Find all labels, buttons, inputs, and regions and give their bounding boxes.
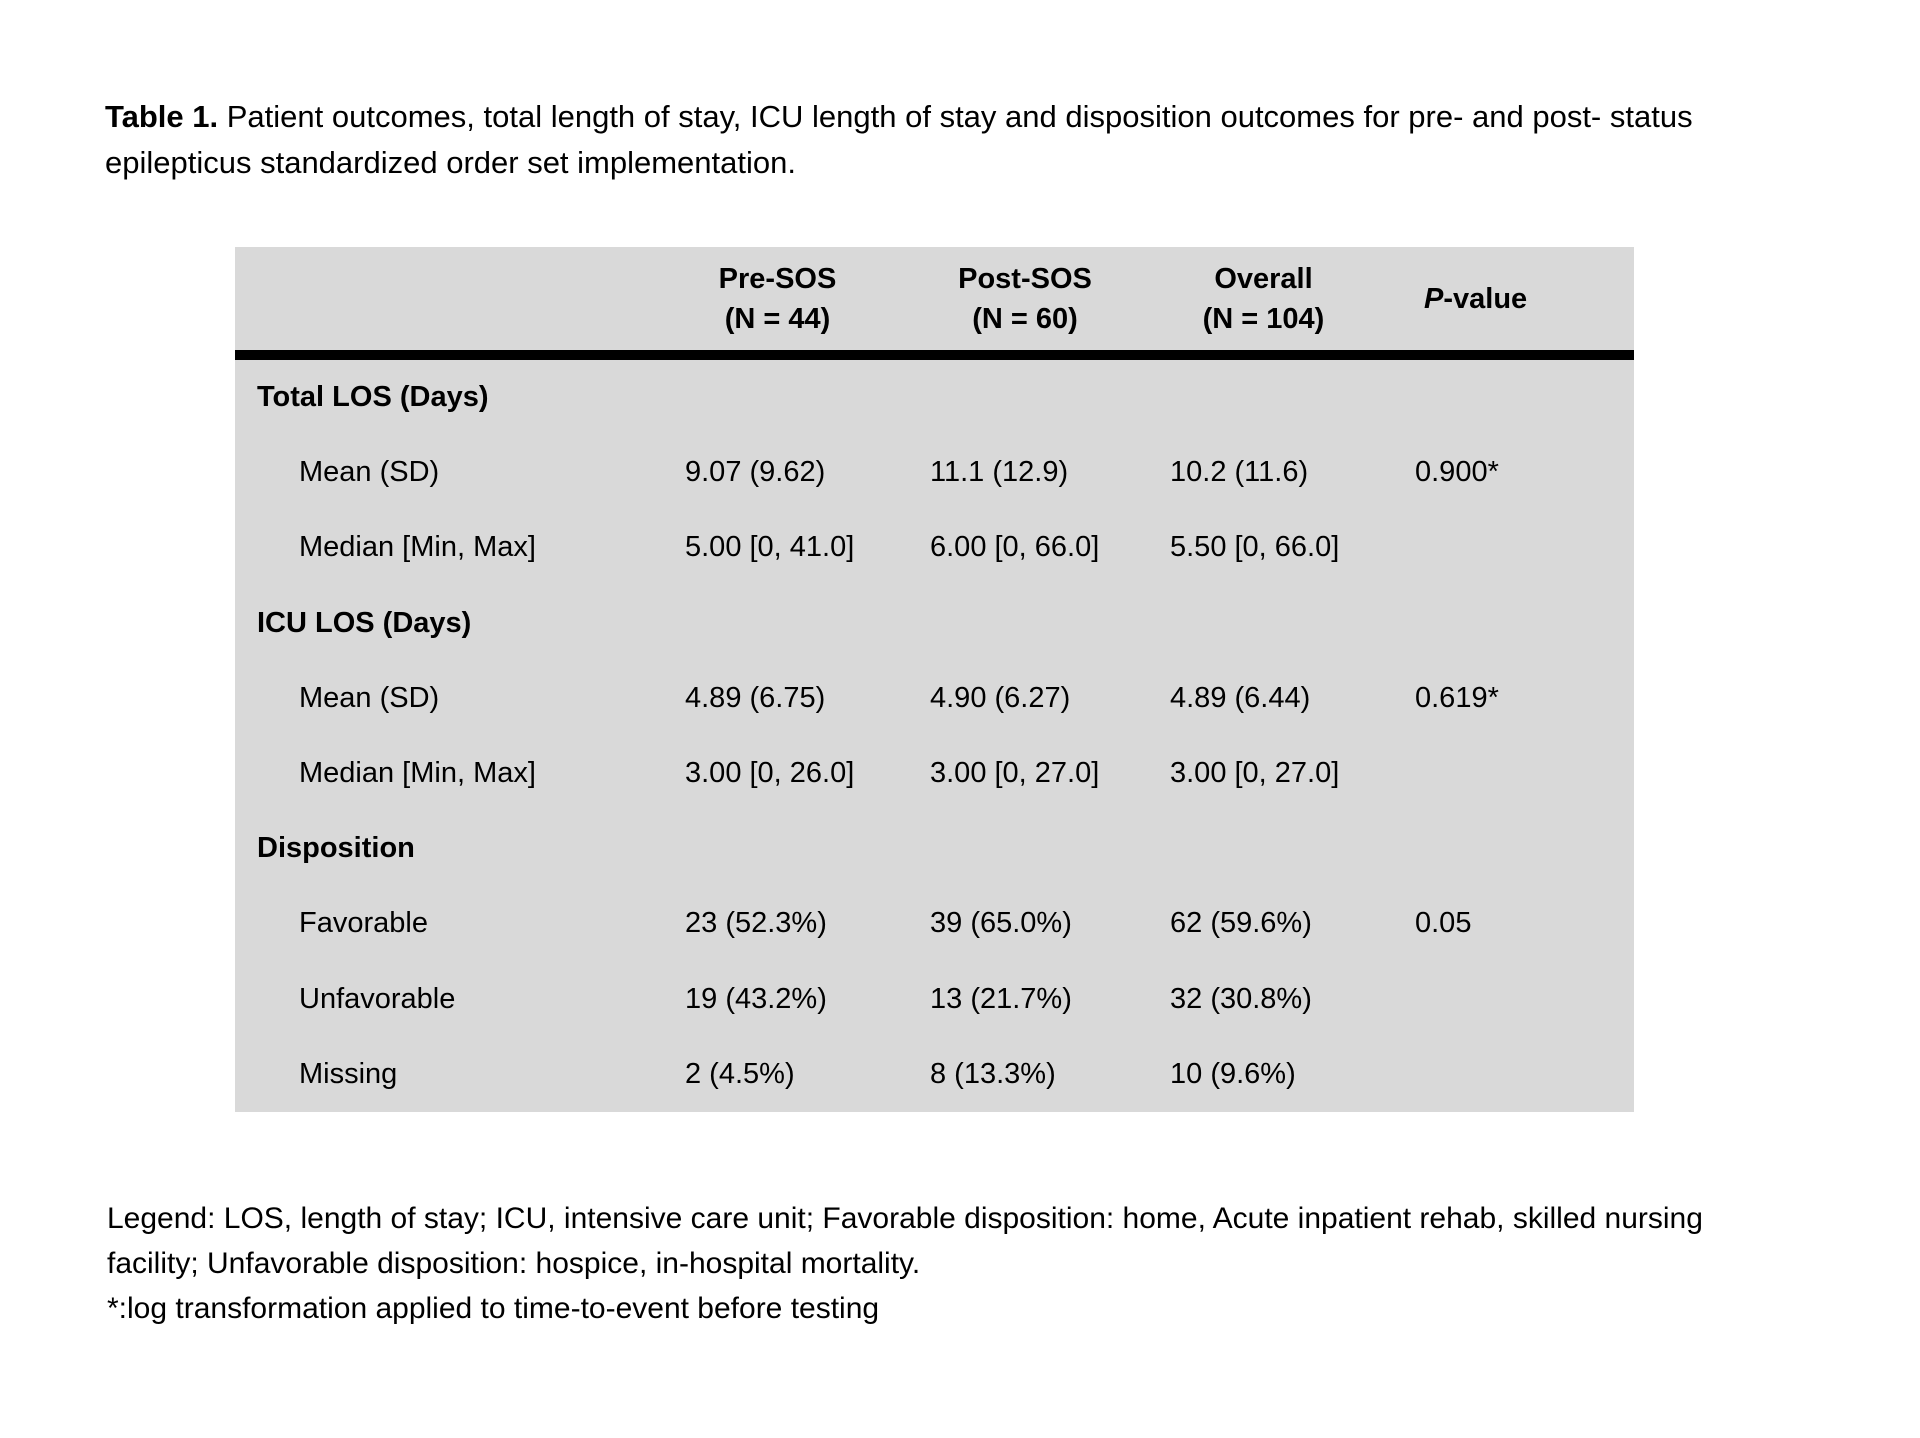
cell-pre-sos: 23 (52.3%) [685,907,827,940]
header-p-rest: -value [1443,282,1528,315]
cell-p-value: 0.900* [1415,456,1499,489]
cell-pre-sos: 3.00 [0, 26.0] [685,757,855,790]
table-caption-text: Patient outcomes, total length of stay, ICU length of stay and disposition outcomes for pre- and post- status epilepticus standardized order set implementation. [105,99,1693,180]
cell-post-sos: 39 (65.0%) [930,907,1072,940]
header-pre-sos-label: Pre-SOS [718,262,837,295]
table-row [235,962,1634,1037]
header-p-value [1415,247,1634,350]
cell-overall: 10 (9.6%) [1170,1057,1296,1090]
header-post-sos [930,247,1170,350]
header-rule [235,350,1634,360]
cell-overall: 32 (30.8%) [1170,982,1312,1015]
header-post-sos-n: (N = 60) [972,302,1078,335]
legend-footnote: *:log transformation applied to time-to-event before testing [107,1292,880,1325]
row-label: Mean (SD) [299,456,440,489]
table-header-row [235,247,1634,350]
header-overall-label: Overall [1214,262,1313,295]
row-label: Median [Min, Max] [299,531,536,564]
row-label: Median [Min, Max] [299,757,536,790]
legend-paragraph: Legend: LOS, length of stay; ICU, intensive care unit; Favorable disposition: home, Acute inpatient rehab, skilled nursing facility; Unfavorable disposition: hospice, in-hospital mortality. [107,1202,1703,1280]
row-label: Missing [299,1057,398,1090]
table-row [235,811,1634,886]
table-legend [107,1196,1752,1331]
table-row [235,435,1634,510]
row-label: Total LOS (Days) [257,381,489,414]
cell-overall: 62 (59.6%) [1170,907,1312,940]
cell-post-sos: 13 (21.7%) [930,982,1072,1015]
cell-p-value: 0.619* [1415,681,1499,714]
row-label: Favorable [299,907,428,940]
header-empty-cell [235,247,685,350]
table-row [235,886,1634,961]
table-row [235,1037,1634,1112]
header-pre-sos [685,247,930,350]
cell-pre-sos: 9.07 (9.62) [685,456,826,489]
cell-overall: 5.50 [0, 66.0] [1170,531,1340,564]
cell-post-sos: 6.00 [0, 66.0] [930,531,1100,564]
header-pre-sos-n: (N = 44) [724,302,831,335]
row-label: Disposition [257,832,415,865]
row-label: ICU LOS (Days) [257,606,472,639]
cell-pre-sos: 4.89 (6.75) [685,681,826,714]
table-row [235,586,1634,661]
cell-post-sos: 4.90 (6.27) [930,681,1071,714]
table-body [235,360,1634,1112]
row-label: Unfavorable [299,982,456,1015]
cell-p-value: 0.05 [1415,907,1472,940]
outcomes-table [235,247,1634,1112]
cell-post-sos: 3.00 [0, 27.0] [930,757,1100,790]
cell-overall: 3.00 [0, 27.0] [1170,757,1340,790]
header-p-italic: P [1424,282,1444,315]
cell-pre-sos: 2 (4.5%) [685,1057,795,1090]
cell-overall: 4.89 (6.44) [1170,681,1311,714]
cell-overall: 10.2 (11.6) [1170,456,1309,489]
header-post-sos-label: Post-SOS [958,262,1092,295]
table-row [235,736,1634,811]
row-label: Mean (SD) [299,681,440,714]
table-caption [105,94,1785,186]
cell-pre-sos: 19 (43.2%) [685,982,827,1015]
table-row [235,510,1634,585]
table-caption-number: Table 1. [105,99,219,134]
table-row [235,360,1634,435]
cell-post-sos: 8 (13.3%) [930,1057,1056,1090]
header-p-value-label [1424,279,1527,319]
table-row [235,661,1634,736]
header-overall-n: (N = 104) [1202,302,1325,335]
cell-pre-sos: 5.00 [0, 41.0] [685,531,855,564]
header-overall [1170,247,1415,350]
cell-post-sos: 11.1 (12.9) [930,456,1069,489]
